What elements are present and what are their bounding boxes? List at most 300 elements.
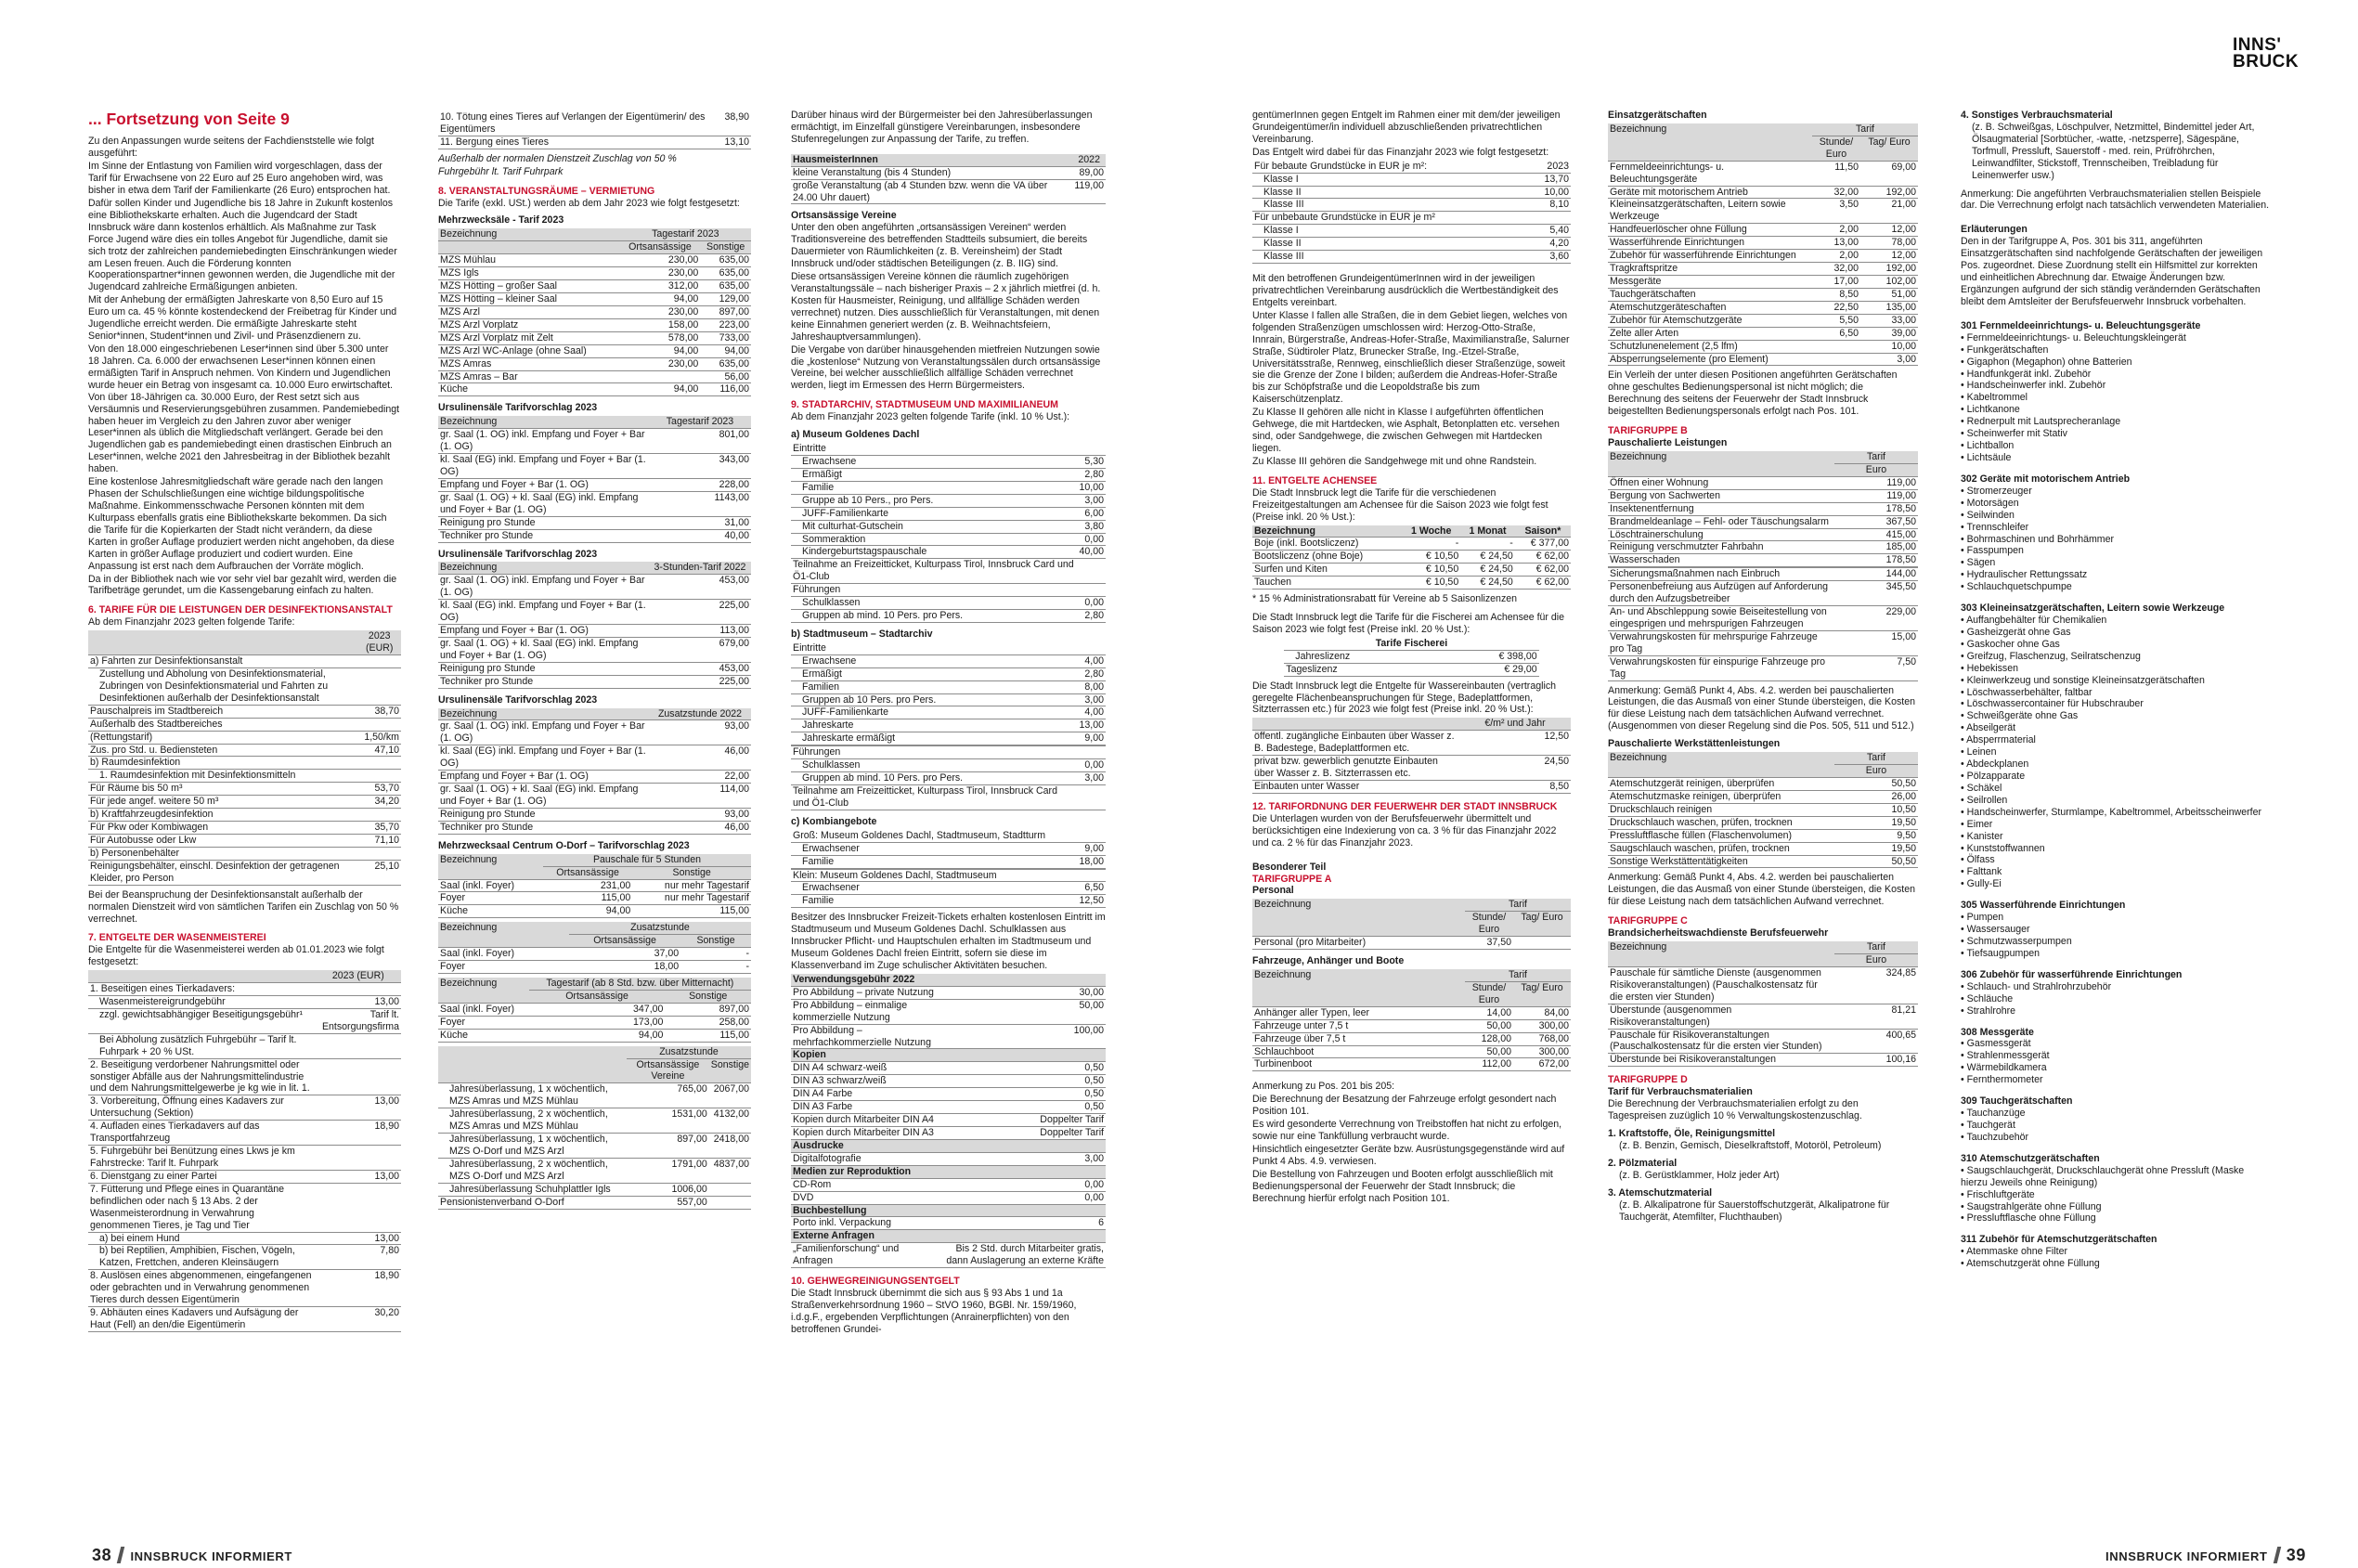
row-label: Eintritte (791, 642, 1077, 654)
row-label: MZS Igls (438, 267, 620, 280)
row-label: 7. Fütterung und Pflege eines in Quarantäne befindlichen oder nach § 13 Abs. 2 der Wasenmeisterordnung in Verwahrung genommenen Tieres, je Tag und Tier (88, 1183, 316, 1232)
row-label: Reinigung pro Stunde (438, 808, 649, 821)
subheading: Erläuterungen (1961, 224, 2028, 236)
row-value (1077, 746, 1106, 759)
row-label: Teilnahme an Freizeitticket, Kulturpass Tirol, Innsbruck Card und Ö1-Club (791, 559, 1077, 584)
table-row (791, 179, 1106, 204)
list-item: • Handfunkgerät inkl. Zubehör (1961, 369, 2273, 381)
row-value: 672,00 (1513, 1058, 1571, 1071)
row-value: 2,80 (1077, 468, 1106, 481)
row-value: 102,00 (1860, 275, 1918, 288)
paragraph: Anmerkung: Gemäß Punkt 4, Abs. 4.2. werden bei pauschalierten Leistungen, die das Ausmaß von einer Stunde übersteigen, die Kosten für diese Leistung nach dem tatsächlichen Aufwand verrechnet. (1608, 872, 1915, 908)
list-item: • Lichtballon (1961, 440, 2273, 452)
table-row (88, 770, 401, 783)
row-label: Pauschale für Risikoveranstaltungen (Pauschalkostensatz für die ersten vier Stunden) (1608, 1029, 1834, 1054)
ursulinensaele-zusatzstunde-table (438, 708, 751, 835)
table-title: Mehrzwecksaal Centrum O-Dorf – Tarifvorschlag 2023 (438, 839, 690, 851)
list-item: • Absperrmaterial (1961, 734, 2273, 746)
row-label: Saal (inkl. Foyer) (438, 948, 569, 961)
row-value: 38,70 (357, 705, 401, 718)
column-5 (1608, 110, 1918, 1224)
table-row (438, 305, 751, 318)
paragraph: gentümerInnen gegen Entgelt im Rahmen einer mit dem/der jeweiligen Grundeigentümer/in individuell abzuschließenden privatrechtlichen Vereinbarung. (1252, 110, 1561, 145)
row-value: € 24,50 (1460, 564, 1515, 577)
section-8-heading: 8. VERANSTALTUNGSRÄUME – VERMIETUNG (438, 185, 655, 197)
table-row (1252, 1006, 1571, 1019)
row-value: 5,50 (1812, 314, 1860, 327)
row-label: Saal (inkl. Foyer) (438, 1003, 529, 1016)
row-label: Absperrungselemente (pro Element) (1608, 353, 1812, 366)
table-row (1608, 502, 1918, 515)
row-value: € 10,50 (1402, 577, 1460, 590)
row-label: Boje (inkl. Bootsliczenz) (1252, 538, 1402, 551)
list-item: • Stromerzeuger (1961, 486, 2273, 498)
table-header: Euro (1834, 463, 1918, 476)
row-value: 2,80 (1077, 667, 1106, 680)
row-value: 50,50 (1834, 778, 1918, 791)
table-row (438, 808, 751, 821)
row-label: Gruppen ab mind. 10 Pers. pro Pers. (791, 772, 1077, 785)
paragraph: Die Berechnung der Verbrauchsmaterialien erfolgt zu den Tagespreisen zuzüglich 10 % Verwaltungskostenzuschlag. (1608, 1098, 1862, 1122)
table-header: Bezeichnung (1252, 899, 1465, 936)
table-row (791, 481, 1106, 494)
row-value (357, 770, 401, 783)
einsatzgeraete-table (1608, 123, 1918, 367)
table-row (791, 468, 1106, 481)
table-header: 1 Monat (1460, 525, 1515, 538)
paragraph: Eine kostenlose Jahresmitgliedschaft wäre gerade nach den langen Phasen der Schulschließungen eine wichtige bildungspolitische Maßnahme. Einkommensschwache Personen könnten mit dem Kulturpass ebenfalls gratis eine Bibliothekskarte bekommen. Da sich die Tarife für die Kopierkarten der Stadt nicht verändern, da diese Karten in großer Auflage produziert werden nicht angehoben, da diese Karten in größer Auflage produziert und codiert wurden. Eine Anpassung ist erst nach dem Aufbrauchen der Vorräte möglich. (88, 476, 395, 572)
paragraph: Die Stadt Innsbruck legt die Tarife für die Fischerei am Achensee für die Saison 2023 wie folgt fest (Preise inkl. 20 % Ust.): (1252, 612, 1565, 635)
table-row (1608, 803, 1918, 816)
row-value: 128,00 (1465, 1032, 1513, 1045)
table-row (88, 847, 401, 860)
table-row (791, 830, 1106, 842)
odorf-tagestarif-table (438, 978, 751, 1043)
paragraph: Anmerkung zu Pos. 201 bis 205: (1252, 1081, 1395, 1093)
row-label: Porto inkl. Verpackung (791, 1217, 941, 1230)
table-header: 2023 (EUR) (357, 630, 401, 654)
list-item: • Sägen (1961, 557, 2273, 569)
table-row (1252, 731, 1571, 756)
row-label: Druckschlauch waschen, prüfen, trocknen (1608, 816, 1834, 829)
personal-table (1252, 899, 1571, 950)
table-header: Sonstige (680, 935, 751, 948)
table-row (438, 948, 751, 961)
table-title: Ursulinensäle Tarifvorschlag 2023 (438, 402, 598, 414)
row-value: 38,90 (722, 111, 751, 136)
row-value: 30,20 (316, 1307, 401, 1332)
table-row (1252, 1058, 1571, 1071)
row-value: 32,00 (1812, 186, 1860, 199)
table-row (791, 166, 1106, 179)
row-value: 765,00 (627, 1083, 709, 1108)
row-label: Tageslizenz (1284, 663, 1441, 676)
list-302 (1961, 486, 2273, 593)
paragraph: Ein Verleih der unter diesen Positionen angeführten Gerätschaften ohne geschultes Bedienungspersonal ist nicht möglich; die Berechnung des seitens der Feuerwehr der Stadt Innsbruck beigestellten Bedienungspersonals erfolgt nach Pos. 101. (1608, 369, 1898, 418)
table-row (791, 785, 1106, 810)
row-label: Empfang und Foyer + Bar (1. OG) (438, 625, 649, 638)
section-9-subtitle: Ab dem Finanzjahr 2023 gelten folgende Tarife (inkl. 10 % Ust.): (791, 411, 1070, 423)
row-value: 3,00 (1860, 353, 1918, 366)
row-value: 22,00 (649, 771, 751, 784)
table-row (1608, 515, 1918, 528)
row-label: Reinigung verschmutzter Fahrbahn (1608, 541, 1834, 554)
table-row (438, 383, 751, 396)
row-label: 3. Vorbereitung, Öffnung eines Kadavers zur Untersuchung (Sektion) (88, 1095, 316, 1121)
row-label: Für Autobusse oder Lkw (88, 834, 357, 847)
column-3 (791, 110, 1106, 1337)
row-label: Techniker pro Stunde (438, 529, 649, 542)
row-label: Für jede angef. weitere 50 m³ (88, 796, 357, 809)
row-label: b) Raumdesinfektion (88, 757, 357, 770)
table-row (438, 280, 751, 293)
row-value: 230,00 (620, 254, 701, 267)
row-label: gr. Saal (1. OG) inkl. Empfang und Foyer + Bar (1. OG) (438, 575, 649, 600)
table-row (791, 1024, 1106, 1049)
table-row (1252, 225, 1571, 238)
table-row (791, 494, 1106, 507)
list-item: • Tauchanzüge (1961, 1108, 2273, 1120)
row-value: 2067,00 (709, 1083, 751, 1108)
row-value: 415,00 (1834, 528, 1918, 541)
table-row (791, 1178, 1106, 1191)
list-item: • Motorsägen (1961, 498, 2273, 510)
section-7-subtitle: Die Entgelte für die Wasenmeisterei werden ab 01.01.2023 wie folgt festgesetzt: (88, 944, 384, 968)
paragraph: Zu Klasse II gehören alle nicht in Klasse I aufgeführten öffentlichen Gehwege, die mit Hartdecken, wie Asphalt, Betonplatten etc. versehen sind, oder Sandgehwege, die zwischen Gehwegen mit Hartdecken liegen. (1252, 407, 1560, 454)
list-310 (1961, 1165, 2273, 1225)
row-value: 230,00 (620, 305, 701, 318)
row-label: Verwahrungskosten für mehrspurige Fahrzeuge pro Tag (1608, 630, 1834, 655)
table-row (438, 1083, 751, 1108)
row-value: 0,00 (1077, 759, 1106, 772)
table-row (88, 1146, 401, 1171)
row-label: Teilnahme am Freizeitticket, Kulturpass Tirol, Innsbruck Card und Ö1-Club (791, 785, 1077, 810)
row-value: 9,00 (1074, 842, 1106, 855)
wassereinbauten-table (1252, 718, 1571, 794)
table-header: Tag/ Euro (1513, 981, 1571, 1006)
row-value: 100,00 (941, 1024, 1106, 1049)
row-value: 51,00 (1860, 288, 1918, 301)
row-label: Techniker pro Stunde (438, 821, 649, 834)
row-label: Wasserschaden (1608, 554, 1834, 567)
row-value (1812, 353, 1860, 366)
row-label: Fernmeldeeinrichtungs- u. Beleuchtungsgeräte (1608, 161, 1812, 186)
table-row (1252, 538, 1571, 551)
logo-line-2: BRUCK (2233, 52, 2300, 72)
column-2 (438, 110, 751, 1213)
row-label: Bei Abholung zusätzlich Fuhrgebühr – Tarif lt. Fuhrpark + 20 % USt. (88, 1033, 316, 1058)
wasenmeisterei-note-2: Fuhrgebühr lt. Tarif Fuhrpark (438, 165, 564, 177)
row-label: 5. Fuhrgebühr bei Benützung eines Lkws je km Fahrstrecke: Tarif lt. Fuhrpark (88, 1146, 316, 1171)
table-row (791, 1152, 1106, 1165)
row-label: Jahreskarte (791, 719, 1077, 732)
table-header: Sonstige (700, 241, 751, 254)
row-label: Einbauten unter Wasser (1252, 781, 1459, 794)
row-value: 13,00 (316, 1095, 401, 1121)
row-value: 0,50 (941, 1088, 1106, 1101)
table-row (791, 559, 1106, 584)
row-label: Empfang und Foyer + Bar (1. OG) (438, 478, 649, 491)
row-value: 94,00 (620, 344, 701, 357)
table-row (438, 318, 751, 331)
table-row (791, 546, 1106, 559)
table-row (1608, 1004, 1918, 1029)
material-description: (z. B. Benzin, Gemisch, Dieselkraftstoff, Motoröl, Petroleum) (1619, 1139, 1882, 1151)
row-label: Klasse III (1252, 251, 1528, 264)
table-header: Tarif (1812, 123, 1918, 136)
table-row (1608, 581, 1918, 606)
material-heading: 2. Pölzmaterial (1608, 1157, 1678, 1169)
row-value: 9,50 (1834, 829, 1918, 842)
table-row (438, 625, 751, 638)
table-row (791, 895, 1106, 908)
row-value: 13,00 (316, 1232, 401, 1245)
row-value: 13,00 (316, 1170, 401, 1183)
list-item: • Hebekissen (1961, 663, 2273, 675)
section-10-heading: 10. GEHWEGREINIGUNGSENTGELT (791, 1276, 960, 1288)
row-label: Tragkraftspritze (1608, 263, 1812, 276)
row-value: 1143,00 (649, 491, 751, 516)
table-row (438, 784, 751, 809)
table-header: Sonstige (709, 1058, 751, 1083)
list-item: • Seilwinden (1961, 510, 2273, 522)
row-label: MZS Arzl Vorplatz mit Zelt (438, 331, 620, 344)
row-label: Wasserführende Einrichtungen (1608, 237, 1812, 250)
row-value: 3,00 (1077, 693, 1106, 706)
material-description: (z. B. Gerüstklammer, Holz jeder Art) (1619, 1169, 1780, 1181)
section-6-heading: 6. TARIFE FÜR DIE LEISTUNGEN DER DESINFEKTIONSANSTALT (88, 604, 393, 616)
table-header: Zusatzstunde (569, 922, 751, 934)
tarifgruppe-a-heading: TARIFGRUPPE A (1252, 873, 1332, 885)
fahrzeuge-table (1252, 969, 1571, 1071)
row-value: € 10,50 (1402, 551, 1460, 564)
table-header: Sonstige (665, 990, 751, 1003)
row-label: 4. Aufladen eines Tierkadavers auf das Transportfahrzeug (88, 1121, 316, 1146)
wasenmeisterei-note-1: Außerhalb der normalen Dienstzeit Zuschlag von 50 % (438, 152, 677, 164)
subheading: Besonderer Teil (1252, 861, 1327, 873)
table-row (438, 1108, 751, 1134)
table-row (791, 732, 1106, 745)
table-row (791, 1088, 1106, 1101)
table-row (791, 1217, 1106, 1230)
row-value: 4132,00 (709, 1108, 751, 1134)
row-value: 114,00 (649, 784, 751, 809)
row-label: Klein: Museum Goldenes Dachl, Stadtmuseum (791, 869, 1074, 882)
row-label: Familie (791, 855, 1074, 868)
group-heading: 308 Messgeräte (1961, 1026, 2034, 1038)
table-row (1608, 966, 1918, 1004)
paragraph: Es wird gesonderte Verrechnung von Treibstoffen hat nicht zu erfolgen, sowie nur eine Tankfüllung verbraucht wurde. (1252, 1119, 1562, 1143)
table-row (791, 597, 1106, 610)
table-row (1608, 655, 1918, 680)
paragraph: Die Berechnung der Besatzung der Fahrzeuge erfolgt gesondert nach Position 101. (1252, 1094, 1557, 1118)
row-label: 10. Tötung eines Tieres auf Verlangen der Eigentümerin/ des Eigentümers (438, 111, 722, 136)
paragraph: Unter den oben angeführten „ortsansässigen Vereinen“ werden Traditionsvereine des betreffenden Stadtteils subsumiert, die bereits Dauermieter von Räumlichkeiten (z. B. Vereinsheim) der Stadt Innsbruck und/oder städtischen Beteiligungen (z. B. IIG) sind. (791, 222, 1088, 270)
row-label: Erwachsene (791, 654, 1077, 667)
table-header: Tag/ Euro (1860, 136, 1918, 161)
paragraph: Von den 18.000 eingeschriebenen Leser*innen sind über 5.300 unter 18 Jahren. Ca. 6.000 der erwachsenen Leser*innen können einen ermäßigten Tarif in Anspruch nehmen. Von Kindern und Jugendlichen wurde heuer ein Betrag von insgesamt ca. 10.000 Euro erwirtschaftet. Von über 18-Jährigen ca. 30.000 Euro, der Rest setzt sich aus Versäumnis und Reservierungsgebühren zusammen. Pandemiebedingt haben heuer im Vergleich zu den Jahren zuvor aber weniger Leser*innen als üblich die Mitgliedschaft verlängert. Gerade bei den Jugendlichen gab es pandemiebedingt einen drastischen Einbruch an Leser*innen, welche 2021 den Jahresbeitrag in der Bibliothek bezahlt haben. (88, 343, 400, 475)
list-item: • Wärmebildkamera (1961, 1062, 2273, 1074)
row-value: 1,50/km (357, 731, 401, 744)
row-label: Führungen (791, 584, 1077, 597)
paragraph: Die Vergabe von darüber hinausgehenden mietfreien Nutzungen sowie die „kostenlose“ Nutzung von Veranstaltungssälen durch ortsansässige Vereine, bei welcher ausschließlich allfällige Schäden verrechnet werden, liegt im Ermessen des Herrn Bürgermeisters. (791, 343, 1101, 392)
row-value: € 377,00 (1515, 538, 1571, 551)
table-row (791, 520, 1106, 533)
list-item: • Bohrmaschinen und Bohrhämmer (1961, 534, 2273, 546)
logo-line-1: INNS' (2233, 35, 2282, 55)
list-item: • Abdeckplanen (1961, 758, 2273, 771)
row-value (709, 1183, 751, 1196)
table-row (791, 746, 1106, 759)
subheading: Personal (1252, 885, 1294, 897)
row-label: kl. Saal (EG) inkl. Empfang und Foyer + Bar (1. OG) (438, 454, 649, 479)
section-6-subtitle: Ab dem Finanzjahr 2023 gelten folgende Tarife: (88, 616, 295, 628)
table-header: 2023 (EUR) (316, 970, 401, 982)
row-value: 225,00 (649, 600, 751, 625)
table-row (1608, 314, 1918, 327)
row-value: 347,00 (529, 1003, 666, 1016)
row-label: Kopien durch Mitarbeiter DIN A3 (791, 1126, 941, 1139)
table-row (1608, 224, 1918, 237)
row-label: MZS Mühlau (438, 254, 620, 267)
table-row (791, 1126, 1106, 1139)
table-row (438, 111, 751, 136)
row-value: 8,50 (1812, 288, 1860, 301)
table-row (791, 680, 1106, 693)
row-label: Tauchgerätschaften (1608, 288, 1812, 301)
row-label: Pro Abbildung – private Nutzung (791, 986, 941, 999)
row-value: 400,65 (1834, 1029, 1918, 1054)
row-value: 2,80 (1077, 610, 1106, 623)
table-row (438, 429, 751, 454)
hausmeister-table (791, 154, 1106, 205)
row-value: 46,00 (649, 821, 751, 834)
table-row (88, 1095, 401, 1121)
row-label: Saal (inkl. Foyer) (438, 879, 543, 892)
table-row (88, 1270, 401, 1307)
row-label: Mit culturhat-Gutschein (791, 520, 1077, 533)
table-row (88, 1307, 401, 1332)
table-header: Externe Anfragen (791, 1230, 1106, 1243)
row-label: Fahrzeuge über 7,5 t (1252, 1032, 1465, 1045)
table-row (791, 842, 1106, 855)
row-value: 0,00 (941, 1191, 1106, 1204)
row-value: 13,00 (1079, 719, 1104, 732)
table-row (791, 1101, 1106, 1114)
row-value: Doppelter Tarif (941, 1114, 1106, 1127)
list-item: • Pumpen (1961, 912, 2273, 924)
table-header: Tarif (1465, 969, 1571, 981)
list-item: • Gaskocher ohne Gas (1961, 639, 2273, 651)
subheading: Fahrzeuge, Anhänger und Boote (1252, 955, 1405, 967)
section-12-heading: 12. TARIFORDNUNG DER FEUERWEHR DER STADT INNSBRUCK (1252, 800, 1558, 812)
footer-label-left: INNSBRUCK INFORMIERT (130, 1549, 292, 1563)
table-row (88, 783, 401, 796)
list-item: • Greifzug, Flaschenzug, Seilratschenzug (1961, 651, 2273, 663)
footer-right (2105, 1546, 2310, 1566)
subheading: Tarif für Verbrauchsmaterialien (1608, 1086, 1753, 1098)
row-label: Groß: Museum Goldenes Dachl, Stadtmuseum, Stadtturm (791, 830, 1074, 842)
table-header: Bezeichnung (438, 416, 649, 428)
row-value (709, 1196, 751, 1209)
row-value: Bis 2 Std. durch Mitarbeiter gratis, dann Auslagerung an externe Kräfte (941, 1243, 1106, 1268)
row-value: 173,00 (529, 1016, 666, 1029)
subheading: Pauschalierte Werkstättenleistungen (1608, 738, 1781, 750)
row-label: Außerhalb des Stadtbereiches (88, 718, 357, 731)
row-label: a) Fahrten zur Desinfektionsanstalt (88, 655, 357, 668)
table-row (1252, 251, 1571, 264)
table-title: Ursulinensäle Tarifvorschlag 2023 (438, 693, 598, 706)
table-row (438, 478, 751, 491)
row-label: öffentl. zugängliche Einbauten über Wasser z. B. Badestege, Badeplattformen etc. (1252, 731, 1459, 756)
row-label: Verwahrungskosten für einspurige Fahrzeuge pro Tag (1608, 655, 1834, 680)
table-header: Ortsansässige (543, 866, 632, 879)
table-header: 2022 (1072, 154, 1106, 166)
ursulinensaele-tagestarif-table (438, 416, 751, 542)
row-value: 2023 (1528, 161, 1571, 173)
row-label: Foyer (438, 892, 543, 905)
row-value: 19,50 (1834, 816, 1918, 829)
row-label: An- und Abschleppung sowie Beiseitestellung von eingesprigen und mehrspurigen Fahrzeugen (1608, 606, 1834, 631)
row-label: Surfen und Kiten (1252, 564, 1402, 577)
table-row (438, 720, 751, 745)
ursulinensaele-3h-table (438, 562, 751, 688)
group-heading: 311 Zubehör für Atemschutzgerätschaften (1961, 1234, 2157, 1246)
row-value: 10,00 (1079, 481, 1104, 493)
table-row (1608, 541, 1918, 554)
row-value: 119,00 (1072, 179, 1106, 204)
row-value: 3,80 (1077, 520, 1106, 533)
row-value: 6,50 (1812, 327, 1860, 340)
list-305 (1961, 912, 2273, 960)
row-value: 453,00 (649, 575, 751, 600)
list-item: • Löschwassercontainer für Hubschrauber (1961, 698, 2273, 710)
row-label: Digitalfotografie (791, 1152, 941, 1165)
table-row (438, 892, 751, 905)
subheading: Einsatzgerätschaften (1608, 110, 1707, 121)
table-row (1608, 301, 1918, 314)
list-item: • Rednerpult mit Lautsprecheranlage (1961, 416, 2273, 428)
row-value: 94,00 (700, 344, 751, 357)
row-value: 229,00 (1834, 606, 1918, 631)
list-item: • Hydraulischer Rettungssatz (1961, 569, 2273, 581)
row-value: 3,00 (1077, 494, 1106, 507)
row-label: MZS Amras – Bar (438, 370, 620, 383)
tarifgruppe-c-heading: TARIFGRUPPE C (1608, 915, 1688, 927)
row-value: Tarif lt. Entsorgungsfirma (316, 1008, 401, 1033)
table-row (1608, 250, 1918, 263)
table-header: Tarife Fischerei (1284, 638, 1538, 650)
row-label: Familie (791, 895, 1074, 908)
table-row (438, 491, 751, 516)
paragraph: Die Stadt Innsbruck übernimmt die sich aus § 93 Abs 1 und 1a Straßenverkehrsordnung 1960 – StVO 1960, BGBl. Nr. 159/1960, i.d.g.F., ergebenden Verpflichtungen (Anrainerpflichten) von den betroffenen Grundei- (791, 1288, 1077, 1335)
row-value: 6,00 (1077, 507, 1106, 520)
row-value: 12,50 (1459, 731, 1571, 756)
table-row (438, 292, 751, 305)
list-item: • Gasheizgerät ohne Gas (1961, 627, 2273, 639)
group-heading: 302 Geräte mit motorischem Antrieb (1961, 473, 2131, 485)
row-label: MZS Amras (438, 357, 620, 370)
row-value (357, 667, 401, 705)
row-value: 33,00 (1860, 314, 1918, 327)
table-row (438, 136, 751, 149)
row-value: 0,00 (941, 1178, 1106, 1191)
row-value: 897,00 (665, 1003, 751, 1016)
row-label: Sonstige Werkstättentätigkeiten (1608, 855, 1834, 868)
row-value: 4,00 (1077, 654, 1106, 667)
group-heading: 303 Kleineinsatzgerätschaften, Leitern sowie Werkzeuge (1961, 603, 2225, 615)
table-row (1252, 238, 1571, 251)
